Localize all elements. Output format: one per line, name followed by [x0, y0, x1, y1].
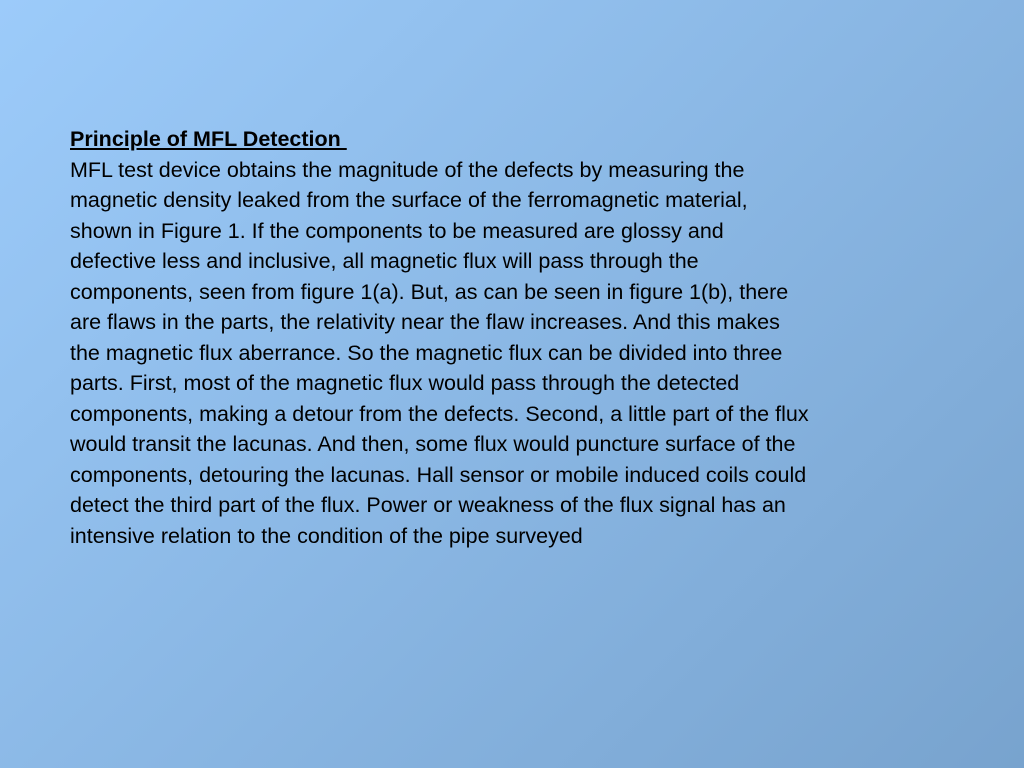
body-line: components, making a detour from the defects. Second, a little part of the flux — [70, 401, 809, 426]
slide-heading: Principle of MFL Detection — [70, 127, 347, 151]
body-line: MFL test device obtains the magnitude of the defects by measuring the — [70, 157, 745, 182]
body-line: components, seen from figure 1(a). But, as can be seen in figure 1(b), there — [70, 279, 789, 304]
body-line: are flaws in the parts, the relativity near the flaw increases. And this makes — [70, 310, 780, 334]
body-paragraph — [70, 155, 960, 552]
body-line: parts. First, most of the magnetic flux would pass through the detected — [70, 371, 740, 395]
body-line: components, detouring the lacunas. Hall sensor or mobile induced coils could — [70, 462, 807, 487]
body-line: intensive relation to the condition of the pipe surveyed — [70, 523, 583, 548]
body-line: defective less and inclusive, all magnetic flux will pass through the — [70, 249, 699, 273]
body-line: the magnetic flux aberrance. So the magnetic flux can be divided into three — [70, 340, 783, 365]
body-line: magnetic density leaked from the surface of the ferromagnetic material, — [70, 188, 748, 212]
body-line: would transit the lacunas. And then, some flux would puncture surface of the — [70, 432, 796, 456]
body-line: detect the third part of the flux. Power or weakness of the flux signal has an — [70, 493, 786, 517]
slide-content — [70, 124, 960, 551]
body-line: shown in Figure 1. If the components to be measured are glossy and — [70, 218, 724, 243]
